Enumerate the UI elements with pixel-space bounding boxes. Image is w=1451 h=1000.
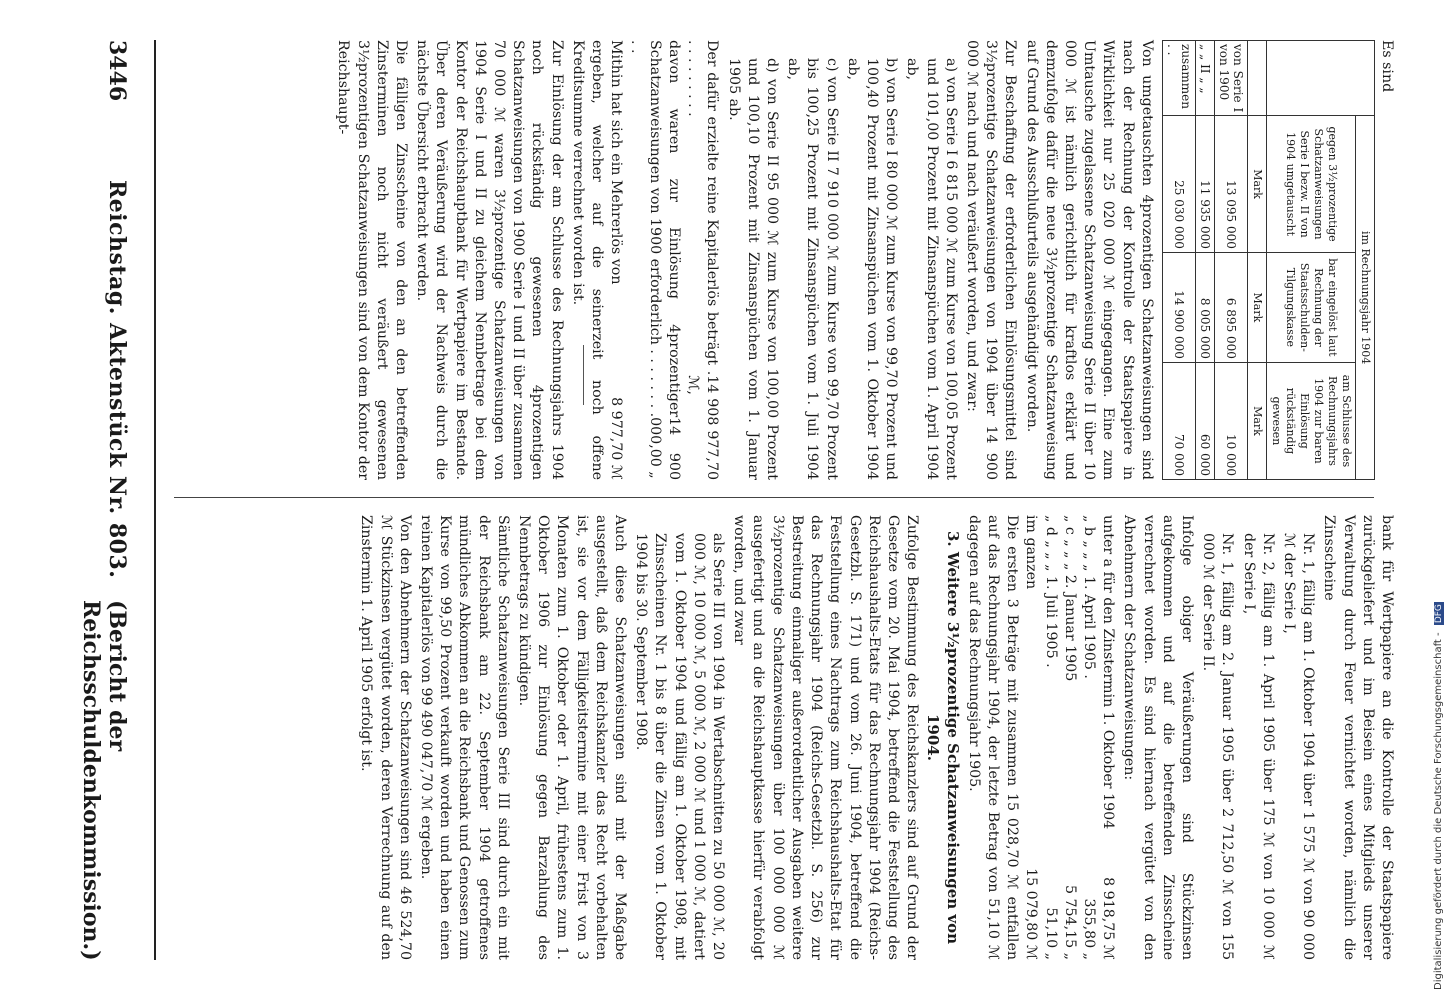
paragraph: Die fälligen Zinsscheine von den an den betreffenden Zinsterminen noch nicht veräußert gewesenen 3½prozentigen Schatzanweisungen sind von dem Kontor der Reichshaupt- (335, 40, 410, 480)
amount-line (606, 40, 625, 480)
paragraph: Von den Abnehmern der Schatzanweisungen sind 46 524,70 ℳ Stückzinsen vergütet worden, deren Verrechnung auf den Zinstermin 1. April 1905 erfolgt ist. (358, 515, 413, 960)
paragraph: bank für Wertpapiere an die Kontrolle der Staatspapiere zurückgeliefert und im Beisein eines Mitglieds unserer Verwaltung durch Feuer vernichtet worden, nämlich die Zinsscheine (1321, 515, 1395, 960)
row-label: von Serie I von 1900 (1214, 41, 1247, 116)
right-column (164, 515, 1396, 960)
table-header-1: gegen 3½prozentige Schatzanweisungen Serie I bezw. II von 1904 umgetauscht (1266, 116, 1355, 253)
interest-line (1079, 515, 1098, 960)
paragraph: Infolge obiger Veräußerungen sind Stückzinsen aufgekommen und auf die betreffenden Zinsscheine verrechnet worden. Es sind hiernach vergütet von den Abnehmern der Schatzanweisungen: (1121, 515, 1195, 960)
table-row (1162, 41, 1195, 480)
amount-value: 14 908 977,70 ℳ, (685, 375, 721, 480)
table-row (1195, 41, 1214, 480)
dfg-logo-icon: DFG (1434, 604, 1444, 624)
table-unit-2: Mark (1247, 252, 1266, 362)
paragraph: Zur Beschaffung der erforderlichen Einlösungsmittel sind 3½prozentige Schatzanweisungen von 1904 über 14 900 000 ℳ nach und nach veräußert worden, und zwar: (963, 40, 1019, 480)
interest-value: 5 754,15 „ (1061, 884, 1078, 960)
amount-line (625, 40, 683, 480)
row-label: „ „ II „ „ (1195, 41, 1214, 116)
footer-text: Digitalisierung gefördert durch die Deutsche Forschungsgemeinschaft - (1433, 632, 1444, 990)
interest-label: „ c „ „ „ 2. Januar 1905 (1061, 515, 1078, 682)
header-rule (154, 40, 156, 960)
row-label: zusammen . . (1162, 41, 1195, 116)
cell: 70 000 (1162, 362, 1195, 479)
amount-label: davon waren zur Einlösung 4prozentiger Schatzanweisungen von 1900 erforderlich . . . . . . . . . . (627, 40, 682, 418)
paragraph: Von umgetauschten 4prozentigen Schatzanweisungen sind nach der Rechnung der Kontrolle der Staatspapiere in Wirklichkeit nur 25 020 000 ℳ eingegangen. Eine zum Umtausche zugelassene Schatzanweisung Serie II über 10 000 ℳ ist nämlich gerichtlich für kraftlos erklärt und demzufolge dafür die neue 3½prozentige Schatzanweisung auf Grund des Ausschlußurteils ausgehändigt worden. (1023, 40, 1155, 480)
cell: 8 005 000 (1195, 252, 1214, 362)
interest-value: 8 918,75 ℳ (1100, 877, 1117, 960)
exchange-table (1162, 40, 1375, 480)
amount-value: 14 900 000,00 „ (646, 417, 682, 480)
interest-line (1098, 515, 1117, 960)
cell: 60 000 (1195, 362, 1214, 479)
interest-total (1021, 515, 1040, 960)
cell: 10 000 (1214, 362, 1247, 479)
interest-value: 355,80 „ (1080, 898, 1097, 960)
table-header-2: bar eingelöst laut Rechnung der Staatsschulden-Tilgungskasse (1266, 252, 1355, 362)
table-row (1214, 41, 1247, 480)
interest-label: „ d „ „ „ 1. Juli 1905 . (1042, 515, 1059, 668)
interest-value: 51,10 „ (1042, 907, 1059, 960)
amount-value: 8 977,70 ℳ (608, 397, 625, 480)
amount-label: Mithin hat sich ein Mehrerlös von (608, 40, 625, 285)
paragraph: Zufolge Bestimmung des Reichskanzlers sind auf Grund der Gesetze vom 20. Mai 1904, betreffend die Feststellung des Reichshaushalts-Etats für das Rechnungsjahr 1904 (Reichs-Gesetzbl. S. 171) und vom 26. Juni 1904, betreffend die Feststellung eines Nachtrags zum Reichshaushalts-Etat für das Rechnungsjahr 1904 (Reichs-Gesetzbl. S. 256) zur Bestreitung einmaliger außerordentlicher Ausgaben weitere 3½prozentige Schatzanweisungen über 100 000 000 ℳ ausgefertigt und an die Reichshauptkasse hierfür verabfolgt worden, und zwar (731, 515, 921, 960)
header-subtitle: (Bericht der Reichsschuldenkommission.) (78, 600, 130, 961)
page-number: 3446 (104, 40, 130, 102)
table-unit-1: Mark (1247, 116, 1266, 253)
cell: 14 900 000 (1162, 252, 1195, 362)
interest-label: „ b „ „ „ 1. April 1905 . (1080, 515, 1097, 679)
column-separator (174, 497, 1374, 498)
paragraph: Auch diese Schatzanweisungen sind mit der Maßgabe ausgestellt, daß dem Reichskanzler das Recht vorbehalten ist, sie vor dem Fälligkeitstermine mit einer Frist von 3 Monaten zum 1. Oktober oder 1. April, frühestens zum 1. Oktober 1906 zur Einlösung gegen Barzahlung des Nennbetrags zu kündigen. (516, 515, 629, 960)
page-footer (1415, 0, 1444, 1000)
left-column (164, 40, 1396, 480)
cell: 11 935 000 (1195, 116, 1214, 253)
interest-total-label: im ganzen (1023, 515, 1040, 590)
table-group-header: im Rechnungsjahr 1904 (1355, 116, 1374, 480)
amount-label: Der dafür erzielte reine Kapitalerlös beträgt . . . . . . . . . . (685, 40, 721, 376)
section-heading: 3. Weitere 3½prozentige Schatzanweisungen von 1904. (924, 530, 962, 945)
table-unit-spacer (1247, 41, 1266, 116)
list-item: Nr. 1, fällig am 2. Januar 1905 über 2 712,50 ℳ von 155 000 ℳ der Serie II. (1200, 533, 1236, 960)
page-header (78, 40, 144, 961)
header-title: Reichstag. Aktenstück Nr. 803. (104, 180, 130, 579)
list-item: Nr. 1, fällig am 1. Oktober 1904 über 1 575 ℳ von 90 000 ℳ der Serie I, (1280, 533, 1317, 960)
table-unit-3: Mark (1247, 362, 1266, 479)
cell: 13 095 000 (1214, 116, 1247, 253)
table-header-3: am Schlusse des Rechnungsjahrs 1904 zur baren Einlösung rückständig gewesen (1266, 362, 1355, 479)
interest-line (1040, 515, 1059, 960)
intro-text: Es sind (1379, 40, 1395, 93)
list-item: b) von Serie I 80 000 ℳ zum Kurse von 99,70 Prozent und 100,40 Prozent mit Zinsanspüchen vom 1. Oktober 1904 ab, (844, 58, 900, 480)
paragraph: ergeben, welcher auf die seinerzeit noch offene Kreditsumme verrechnet worden ist. (569, 40, 606, 480)
paragraph: Zur Einlösung der am Schlusse des Rechnungsjahrs 1904 noch rückständig gewesenen 4prozentigen Schatzanweisungen von 1900 Serie I und II über zusammen 70 000 ℳ waren 3½prozentige Schatzanweisungen von 1904 Serie I und II zu gleichem Nennbetrage bei dem Kontor der Reichshauptbank für Wertpapiere im Bestande. Über deren Veräußerung wird der Nachweis durch die nächste Übersicht erbracht werden. (414, 40, 565, 480)
interest-total-value: 15 079,80 ℳ (1023, 868, 1040, 960)
table-corner (1266, 41, 1374, 116)
interest-line (1060, 515, 1079, 960)
paragraph: Sämtliche Schatzanweisungen Serie III sind durch ein mit der Reichsbank am 22. September 1904 getroffenes mündliches Abkommen an die Reichsbank und Genossen zum Kurse von 99,50 Prozent verkauft worden und haben einen reinen Kapitalerlös von 99 490 047,70 ℳ ergeben. (418, 515, 511, 960)
list-item: Nr. 2, fällig am 1. April 1905 über 175 ℳ von 10 000 ℳ der Serie I, (1240, 533, 1276, 960)
paragraph: als Serie III von 1904 in Wertabschnitten zu 50 000 ℳ, 20 000 ℳ, 10 000 ℳ, 5 000 ℳ, 2 000 ℳ und 1 000 ℳ, datiert vom 1. Oktober 1904 und fällig am 1. Oktober 1908, mit Zinsscheinen Nr. 1 bis 8 über die Zinsen vom 1. Oktober 1904 bis 30. September 1908. (633, 533, 727, 960)
list-item: c) von Serie II 7 910 000 ℳ zum Kurse von 99,70 Prozent bis 100,25 Prozent mit Zinsanspüchen vom 1. Juli 1904 ab, (785, 58, 840, 480)
cell: 6 895 000 (1214, 252, 1247, 362)
list-item: d) von Serie II 95 000 ℳ zum Kurse von 100,00 Prozent und 100,10 Prozent mit Zinsanspüchen vom 1. Januar 1905 ab. (725, 58, 780, 480)
footer-text-wrap (1433, 0, 1451, 990)
cell: 25 030 000 (1162, 116, 1195, 253)
paragraph: Die ersten 3 Beträge mit zusammen 15 028,70 ℳ entfallen auf das Rechnungsjahr 1904, der letzte Betrag von 51,10 ℳ dagegen auf das Rechnungsjahr 1905. (965, 515, 1021, 960)
interest-label: unter a für den Zinstermin 1. Oktober 1904 (1100, 515, 1117, 830)
list-item: a) von Serie I 6 815 000 ℳ zum Kurse von 100,05 Prozent und 101,00 Prozent mit Zinsanspüchen vom 1. April 1904 ab, (904, 58, 959, 480)
amount-line (683, 40, 721, 480)
